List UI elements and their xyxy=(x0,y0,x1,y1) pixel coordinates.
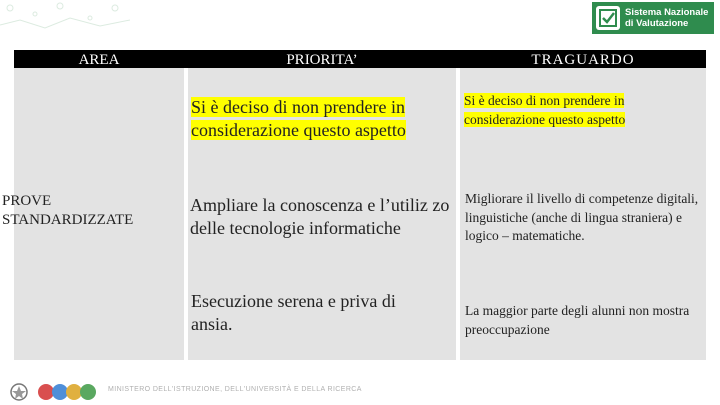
snv-logo xyxy=(592,2,714,34)
priority-table xyxy=(2,50,706,360)
traguardo-cell-1 xyxy=(464,92,664,129)
table-header xyxy=(14,50,706,68)
footer xyxy=(0,378,720,405)
ministry-label: MINISTERO DELL'ISTRUZIONE, DELL'UNIVERSITÀ E DELLA RICERCA xyxy=(108,386,362,393)
header-area: AREA xyxy=(78,52,120,68)
priorita-text-1: Si è deciso di non prendere in considerazione questo aspetto xyxy=(191,97,406,140)
checkmark-icon xyxy=(596,6,620,30)
traguardo-cell-2: Migliorare il livello di competenze digitali, linguistiche (anche di lingua straniera) e logico – matematiche. xyxy=(465,191,699,243)
italian-emblem-icon xyxy=(10,382,28,402)
logo-line-2: di Valutazione xyxy=(625,18,689,29)
header-priorita: PRIORITA’ xyxy=(286,52,358,68)
priorita-cell-1 xyxy=(191,96,436,142)
decorative-pattern xyxy=(0,0,130,40)
header-traguardo: TRAGUARDO xyxy=(531,52,635,68)
traguardo-text-1: Si è deciso di non prendere in considerazione questo aspetto xyxy=(464,93,626,127)
miur-logo-circle xyxy=(80,384,96,400)
logo-line-1: Sistema Nazionale xyxy=(625,7,709,18)
area-line-1: PROVE xyxy=(2,193,52,209)
traguardo-cell-3: La maggior parte degli alunni non mostra preoccupazione xyxy=(465,303,690,337)
area-line-2: STANDARDIZZATE xyxy=(2,212,134,228)
column-divider xyxy=(456,68,460,360)
priorita-cell-3: Esecuzione serena e priva di ansia. xyxy=(191,291,396,334)
priorita-cell-2: Ampliare la conoscenza e l’utiliz zo delle tecnologie informatiche xyxy=(190,195,450,238)
area-cell xyxy=(2,192,188,230)
